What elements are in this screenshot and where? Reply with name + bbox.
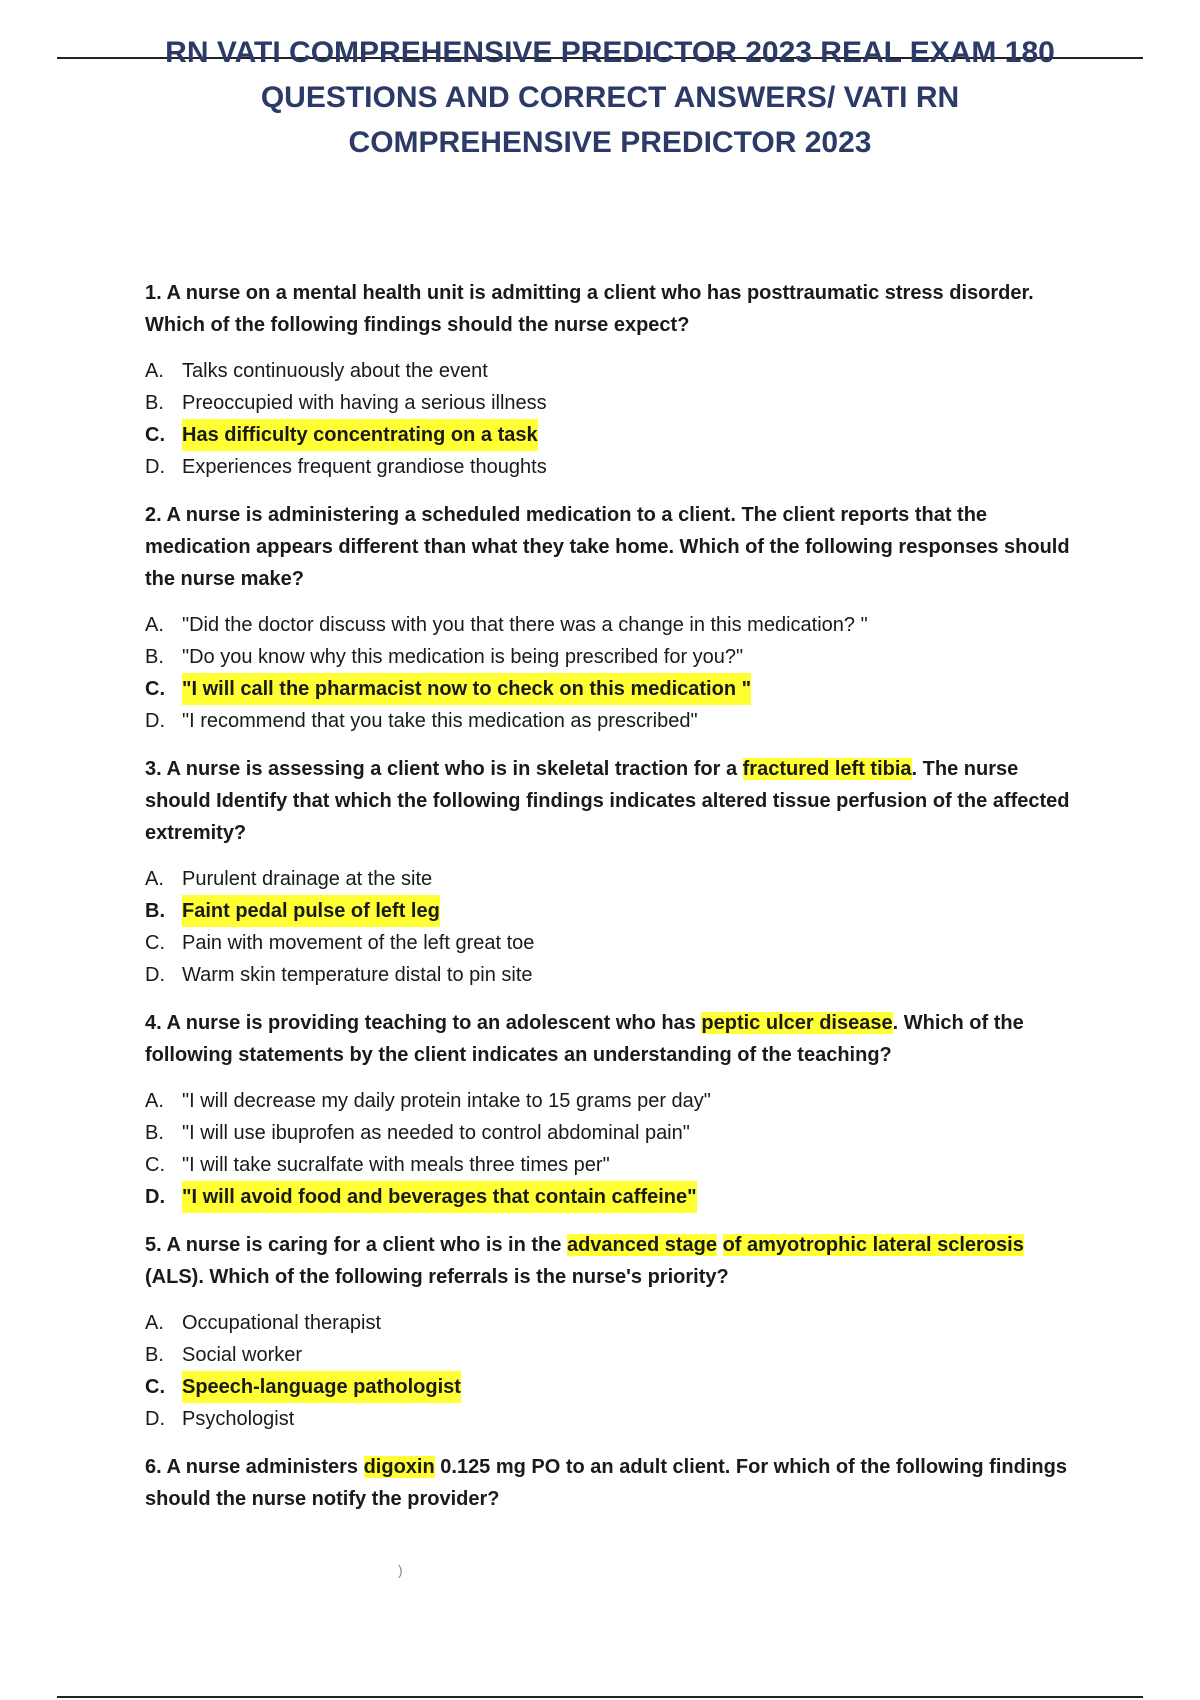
highlighted-term: digoxin (363, 1456, 435, 1478)
title-line-2: QUESTIONS AND CORRECT ANSWERS/ VATI RN (260, 81, 960, 114)
correct-answer-option: C. "I will call the pharmacist now to check on this medication " (145, 673, 1085, 705)
highlighted-term: of amyotrophic lateral sclerosis (722, 1234, 1024, 1256)
question-2 (145, 499, 1085, 737)
answer-option: D. "I recommend that you take this medication as prescribed" (145, 710, 698, 732)
question-1 (145, 277, 1085, 483)
document-title (110, 30, 1110, 165)
answer-option: A. "Did the doctor discuss with you that there was a change in this medication? " (145, 614, 868, 636)
answer-option: D. Experiences frequent grandiose thoughts (145, 456, 547, 478)
highlighted-term: fractured left tibia (742, 758, 912, 780)
correct-answer-option: D. "I will avoid food and beverages that contain caffeine" (145, 1181, 1085, 1213)
question-list (145, 277, 1085, 1531)
answer-option: A. "I will decrease my daily protein intake to 15 grams per day" (145, 1090, 711, 1112)
question-stem: 1. A nurse on a mental health unit is admitting a client who has posttraumatic stress disorder. Which of the following findings should the nurse expect? (145, 282, 1034, 336)
highlighted-term: peptic ulcer disease (701, 1012, 893, 1034)
answer-option: D. Warm skin temperature distal to pin site (145, 964, 533, 986)
answer-option: B. Preoccupied with having a serious illness (145, 392, 547, 414)
question-5 (145, 1229, 1085, 1435)
answer-option: B. "Do you know why this medication is being prescribed for you?" (145, 646, 744, 668)
answer-option: A. Occupational therapist (145, 1312, 382, 1334)
answer-option: B. Social worker (145, 1344, 303, 1366)
answer-option: C. Pain with movement of the left great toe (145, 932, 535, 954)
answer-option: A. Purulent drainage at the site (145, 868, 433, 890)
highlighted-term: advanced stage (566, 1234, 718, 1256)
correct-answer-option: C. Speech-language pathologist (145, 1371, 1085, 1403)
question-stem: 2. A nurse is administering a scheduled medication to a client. The client reports that the medication appears different than what they take home. Which of the following responses should the nurse make? (145, 504, 1070, 590)
answer-option: D. Psychologist (145, 1408, 295, 1430)
title-line-1: RN VATI COMPREHENSIVE PREDICTOR 2023 REAL EXAM 180 (165, 36, 1055, 69)
title-line-3: COMPREHENSIVE PREDICTOR 2023 (348, 126, 872, 159)
question-stem: 6. A nurse administers digoxin 0.125 mg PO to an adult client. For which of the following findings should the nurse notify the provider? (145, 1456, 1067, 1510)
answer-option: B. "I will use ibuprofen as needed to control abdominal pain" (145, 1122, 690, 1144)
correct-answer-option: B. Faint pedal pulse of left leg (145, 895, 1085, 927)
question-stem: 3. A nurse is assessing a client who is in skeletal traction for a fractured left tibia. The nurse should Identify that which the following findings indicates altered tissue perfusion of the affected extremity? (145, 758, 1070, 844)
answer-option: A. Talks continuously about the event (145, 360, 488, 382)
question-6 (145, 1451, 1085, 1515)
question-3 (145, 753, 1085, 991)
correct-answer-option: C. Has difficulty concentrating on a task (145, 419, 1085, 451)
answer-option: C. "I will take sucralfate with meals three times per" (145, 1154, 610, 1176)
question-stem: 5. A nurse is caring for a client who is in the advanced stage of amyotrophic lateral sclerosis (ALS). Which of the following referrals is the nurse's priority? (145, 1234, 1024, 1288)
question-stem: 4. A nurse is providing teaching to an adolescent who has peptic ulcer disease. Which of the following statements by the client indicates an understanding of the teaching? (145, 1012, 1024, 1066)
bottom-rule (57, 1696, 1143, 1698)
stray-mark: ) (398, 1562, 403, 1578)
question-4 (145, 1007, 1085, 1213)
